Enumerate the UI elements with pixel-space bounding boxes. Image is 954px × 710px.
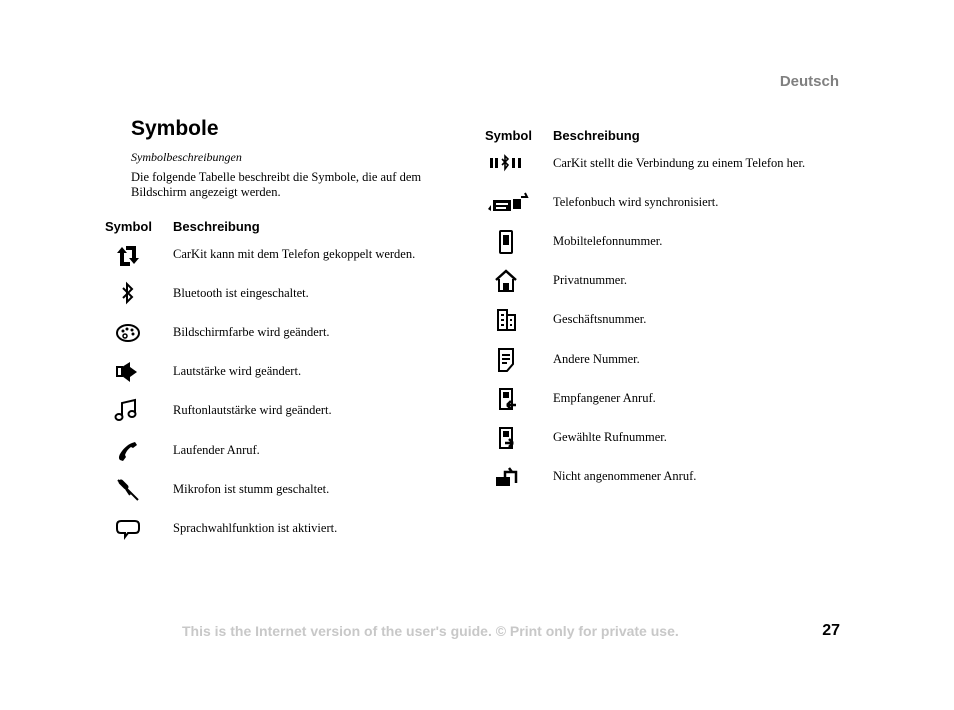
table-row-desc: Gewählte Rufnummer. xyxy=(553,430,667,444)
connecting-phone-icon xyxy=(488,150,528,178)
table-row-desc: Sprachwahlfunktion ist aktiviert. xyxy=(173,521,338,535)
table-row-desc: CarKit kann mit dem Telefon gekoppelt werden. xyxy=(173,247,416,261)
music-note-icon xyxy=(113,397,143,425)
page-number: 27 xyxy=(822,622,840,639)
footer-notice: This is the Internet version of the user's guide. © Print only for private use. xyxy=(182,623,679,639)
table-row-desc: Telefonbuch wird synchronisiert. xyxy=(553,195,719,209)
language-label: Deutsch xyxy=(779,73,839,90)
table-row-desc: Laufender Anruf. xyxy=(173,443,260,457)
missed-call-icon xyxy=(492,463,522,491)
bluetooth-icon xyxy=(113,280,143,308)
table-row-desc: Mikrofon ist stumm geschaltet. xyxy=(173,482,330,496)
other-number-icon xyxy=(492,346,522,374)
table-row-desc: Lautstärke wird geändert. xyxy=(173,364,302,378)
microphone-muted-icon xyxy=(113,476,143,504)
right-header-symbol: Symbol xyxy=(485,128,532,143)
pairing-arrows-icon xyxy=(113,242,143,270)
table-row-desc: Geschäftsnummer. xyxy=(553,312,647,326)
left-header-description: Beschreibung xyxy=(173,219,260,234)
table-row-desc: Nicht angenommener Anruf. xyxy=(553,469,697,483)
received-call-icon xyxy=(492,385,522,413)
phone-handset-icon xyxy=(113,437,143,465)
right-header-description: Beschreibung xyxy=(553,128,640,143)
table-row-desc: CarKit stellt die Verbindung zu einem Telefon her. xyxy=(553,156,806,170)
table-row-desc: Bildschirmfarbe wird geändert. xyxy=(173,325,330,339)
speaker-icon xyxy=(113,358,143,386)
mobile-phone-icon xyxy=(492,228,522,256)
section-subtitle: Symbolbeschreibungen xyxy=(131,150,242,164)
left-header-symbol: Symbol xyxy=(105,219,152,234)
palette-icon xyxy=(113,319,143,347)
table-row-desc: Ruftonlautstärke wird geändert. xyxy=(173,403,332,417)
speech-bubble-icon xyxy=(113,515,143,543)
table-row-desc: Bluetooth ist eingeschaltet. xyxy=(173,286,309,300)
dialed-number-icon xyxy=(492,424,522,452)
office-building-icon xyxy=(492,306,522,334)
table-row-desc: Andere Nummer. xyxy=(553,352,640,366)
page-title: Symbole xyxy=(131,117,219,140)
table-row-desc: Mobiltelefonnummer. xyxy=(553,234,663,248)
home-icon xyxy=(492,267,522,295)
table-row-desc: Privatnummer. xyxy=(553,273,627,287)
phonebook-sync-icon xyxy=(485,189,529,217)
table-row-desc: Empfangener Anruf. xyxy=(553,391,656,405)
intro-paragraph: Die folgende Tabelle beschreibt die Symbole, die auf dem Bildschirm angezeigt werden. xyxy=(131,170,422,199)
